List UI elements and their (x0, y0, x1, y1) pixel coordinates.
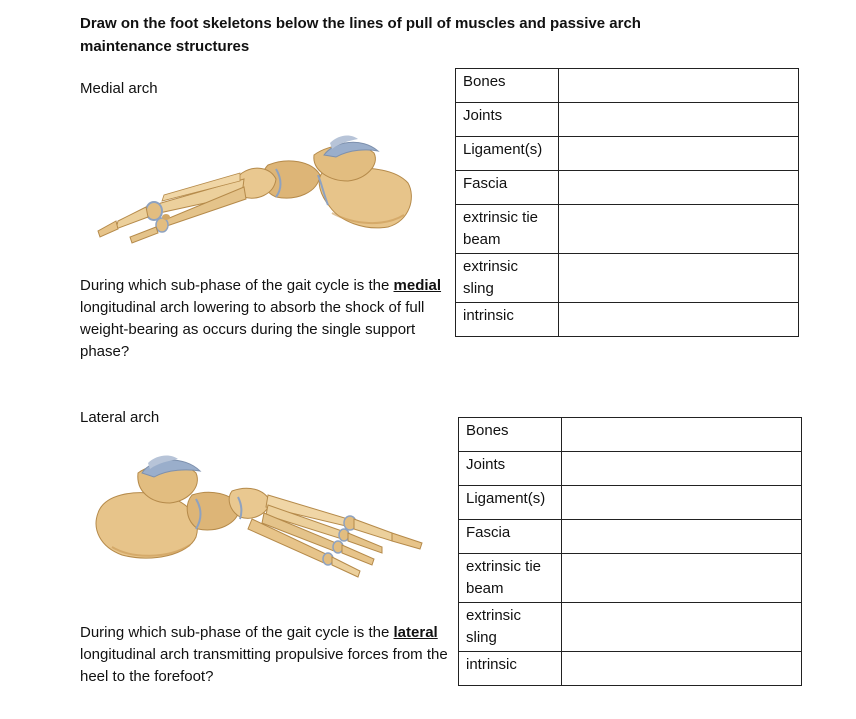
table-row (459, 603, 802, 652)
lateral-question (80, 622, 450, 688)
table-row (456, 103, 799, 137)
table-row (456, 254, 799, 303)
medial-row-answer-intrinsic[interactable] (558, 303, 798, 337)
table-row (459, 520, 802, 554)
lateral-structures-table (458, 417, 802, 686)
medial-row-answer-extrinsic-tie-beam[interactable] (558, 205, 798, 254)
table-row (459, 652, 802, 686)
medial-question (80, 275, 450, 363)
medial-row-label-intrinsic: intrinsic (456, 303, 559, 337)
lateral-row-label-bones: Bones (459, 418, 562, 452)
medial-question-pre: During which sub-phase of the gait cycle is the (80, 277, 390, 294)
lateral-row-answer-extrinsic-tie-beam[interactable] (561, 554, 801, 603)
lateral-row-answer-fascia[interactable] (561, 520, 801, 554)
lateral-arch-label: Lateral arch (80, 409, 160, 426)
lateral-question-pre: During which sub-phase of the gait cycle is the (80, 624, 390, 641)
medial-row-label-extrinsic-tie-beam: extrinsic tie beam (456, 205, 559, 254)
lateral-foot-skeleton-image (92, 455, 432, 585)
lateral-row-label-extrinsic-sling: extrinsic sling (459, 603, 562, 652)
table-row (456, 171, 799, 205)
table-row (456, 303, 799, 337)
instructions-line-2: maintenance structures (80, 38, 250, 55)
lateral-row-answer-joints[interactable] (561, 452, 801, 486)
lateral-row-answer-intrinsic[interactable] (561, 652, 801, 686)
medial-row-answer-joints[interactable] (558, 103, 798, 137)
lateral-row-label-ligaments: Ligament(s) (459, 486, 562, 520)
table-row (459, 452, 802, 486)
table-row (459, 486, 802, 520)
medial-structures-table (455, 68, 799, 337)
lateral-row-label-extrinsic-tie-beam: extrinsic tie beam (459, 554, 562, 603)
lateral-row-answer-ligaments[interactable] (561, 486, 801, 520)
medial-row-answer-fascia[interactable] (558, 171, 798, 205)
medial-question-post: longitudinal arch lowering to absorb the shock of full weight-bearing as occurs during the single support phase? (80, 299, 425, 360)
medial-row-label-fascia: Fascia (456, 171, 559, 205)
medial-foot-skeleton-image (92, 135, 417, 247)
medial-arch-label: Medial arch (80, 80, 158, 97)
lateral-question-keyword: lateral (393, 624, 438, 641)
medial-row-answer-ligaments[interactable] (558, 137, 798, 171)
instructions (80, 12, 720, 58)
table-row (456, 69, 799, 103)
lateral-row-label-fascia: Fascia (459, 520, 562, 554)
table-row (459, 418, 802, 452)
table-row (459, 554, 802, 603)
table-row (456, 205, 799, 254)
lateral-question-post: longitudinal arch transmitting propulsive forces from the heel to the forefoot? (80, 646, 448, 685)
medial-row-answer-extrinsic-sling[interactable] (558, 254, 798, 303)
lateral-row-answer-bones[interactable] (561, 418, 801, 452)
lateral-row-answer-extrinsic-sling[interactable] (561, 603, 801, 652)
medial-row-answer-bones[interactable] (558, 69, 798, 103)
medial-row-label-ligaments: Ligament(s) (456, 137, 559, 171)
medial-row-label-extrinsic-sling: extrinsic sling (456, 254, 559, 303)
lateral-row-label-joints: Joints (459, 452, 562, 486)
lateral-row-label-intrinsic: intrinsic (459, 652, 562, 686)
medial-row-label-bones: Bones (456, 69, 559, 103)
instructions-line-1: Draw on the foot skeletons below the lines of pull of muscles and passive arch (80, 15, 641, 32)
medial-question-keyword: medial (393, 277, 442, 294)
medial-row-label-joints: Joints (456, 103, 559, 137)
table-row (456, 137, 799, 171)
